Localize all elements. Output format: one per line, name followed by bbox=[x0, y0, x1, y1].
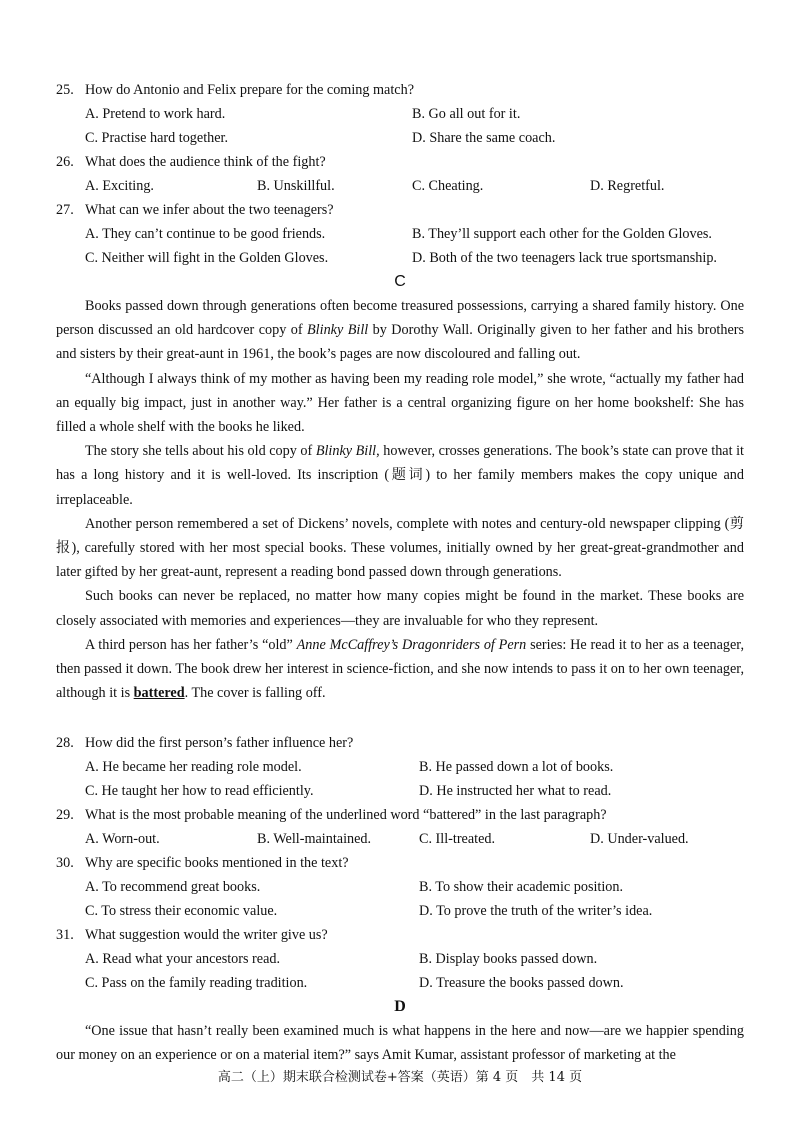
options-row bbox=[56, 779, 744, 803]
options-row bbox=[56, 755, 744, 779]
paragraph: Such books can never be replaced, no matter how many copies might be found in the market. These books are closely associated with memories and experiences—they are invaluable for who they represent. bbox=[56, 588, 744, 629]
option-a: A. He became her reading role model. bbox=[85, 759, 302, 775]
option-a: A. Exciting. bbox=[85, 178, 154, 194]
paragraph: The story she tells about his old copy of Blinky Bill, however, crosses generations. The book’s state can prove that it has a long history and it is well-loved. Its inscription (题词) to her family members makes the copy unique and irreplaceable. bbox=[56, 443, 744, 508]
passage-d bbox=[56, 1019, 744, 1067]
options-row bbox=[56, 102, 744, 126]
option-d: D. Treasure the books passed down. bbox=[419, 975, 624, 991]
options-row bbox=[56, 222, 744, 246]
option-a: A. Worn-out. bbox=[85, 831, 160, 847]
question-31 bbox=[56, 923, 744, 947]
question-27 bbox=[56, 198, 744, 222]
passage-c bbox=[56, 294, 744, 705]
option-d: D. Both of the two teenagers lack true sportsmanship. bbox=[412, 250, 717, 266]
option-c: C. To stress their economic value. bbox=[85, 903, 278, 919]
question-number: 28. bbox=[56, 735, 74, 751]
question-number: 29. bbox=[56, 807, 74, 823]
question-text: How did the first person’s father influence her? bbox=[85, 735, 354, 751]
question-number: 30. bbox=[56, 855, 74, 871]
option-d: D. Share the same coach. bbox=[412, 130, 556, 146]
question-text: What suggestion would the writer give us? bbox=[85, 927, 328, 943]
question-number: 27. bbox=[56, 202, 74, 218]
book-title: Blinky Bill bbox=[315, 443, 377, 460]
options-row bbox=[56, 246, 744, 270]
question-text: Why are specific books mentioned in the text? bbox=[85, 855, 349, 871]
section-heading-d: D bbox=[394, 998, 406, 1015]
option-b: B. He passed down a lot of books. bbox=[419, 759, 614, 775]
question-text: How do Antonio and Felix prepare for the coming match? bbox=[85, 82, 414, 98]
question-text: What does the audience think of the fight? bbox=[85, 154, 326, 170]
section-heading-c: C bbox=[394, 273, 406, 290]
question-29 bbox=[56, 803, 744, 827]
paragraph: Another person remembered a set of Dickens’ novels, complete with notes and century-old newspaper clipping (剪报), carefully stored with her most special books. These volumes, initially owned by her great-great-grandmother and later gifted by her great-aunt, represent a reading bond passed down through generations. bbox=[56, 515, 744, 581]
underlined-word: battered bbox=[133, 685, 185, 702]
option-d: D. Under-valued. bbox=[590, 831, 689, 847]
option-c: C. Cheating. bbox=[412, 178, 484, 194]
option-b: B. Display books passed down. bbox=[419, 951, 598, 967]
option-d: D. Regretful. bbox=[590, 178, 665, 194]
option-b: B. Go all out for it. bbox=[412, 106, 521, 122]
option-b: B. They’ll support each other for the Golden Gloves. bbox=[412, 226, 712, 242]
question-number: 25. bbox=[56, 82, 74, 98]
option-d: D. He instructed her what to read. bbox=[419, 783, 612, 799]
paragraph: “Although I always think of my mother as having been my reading role model,” she wrote, “actually my father had an equally big impact, just in another way.” Her father is a central organizing figure on her home bookshelf: She has filled a whole shelf with the books he liked. bbox=[56, 370, 744, 436]
options-row bbox=[56, 174, 744, 198]
option-c: C. Ill-treated. bbox=[419, 831, 496, 847]
options-row bbox=[56, 875, 744, 899]
option-b: B. Well-maintained. bbox=[257, 831, 372, 847]
option-a: A. To recommend great books. bbox=[85, 879, 261, 895]
options-row bbox=[56, 971, 744, 995]
book-title: Blinky Bill bbox=[307, 322, 369, 339]
option-c: C. Pass on the family reading tradition. bbox=[85, 975, 308, 991]
option-c: C. Neither will fight in the Golden Gloves. bbox=[85, 250, 329, 266]
option-a: A. Pretend to work hard. bbox=[85, 106, 226, 122]
question-number: 31. bbox=[56, 927, 74, 943]
options-row bbox=[56, 899, 744, 923]
question-text: What can we infer about the two teenagers? bbox=[85, 202, 334, 218]
paragraph: Books passed down through generations often become treasured possessions, carrying a shared family history. One person discussed an old hardcover copy of Blinky Bill by Dorothy Wall. Originally given to her father and his brothers and sisters by their great-aunt in 1961, the book’s pages are now discoloured and falling out. bbox=[56, 298, 744, 363]
options-row bbox=[56, 947, 744, 971]
question-30 bbox=[56, 851, 744, 875]
question-number: 26. bbox=[56, 154, 74, 170]
option-c: C. Practise hard together. bbox=[85, 130, 229, 146]
question-28 bbox=[56, 731, 744, 755]
question-text: What is the most probable meaning of the underlined word “battered” in the last paragraph? bbox=[85, 807, 607, 823]
paragraph: A third person has her father’s “old” Anne McCaffrey’s Dragonriders of Pern series: He read it to her as a teenager, then passed it down. The book drew her interest in science-fiction, and she now intends to pass it on to her own teenager, although it is battered. The cover is falling off. bbox=[56, 636, 744, 702]
option-a: A. They can’t continue to be good friends. bbox=[85, 226, 326, 242]
options-row bbox=[56, 827, 744, 851]
book-title: Anne McCaffrey’s Dragonriders of Pern bbox=[296, 636, 527, 653]
option-b: B. Unskillful. bbox=[257, 178, 335, 194]
page-footer: 高二（上）期末联合检测试卷+答案（英语）第 4 页 共 14 页 bbox=[217, 1070, 583, 1085]
option-c: C. He taught her how to read efficiently. bbox=[85, 783, 314, 799]
paragraph: “One issue that hasn’t really been examined much is what happens in the here and now—are we happier spending our money on an experience or on a material item?” says Amit Kumar, assistant professor of marketing at the bbox=[56, 1023, 744, 1064]
question-26 bbox=[56, 150, 744, 174]
options-row bbox=[56, 126, 744, 150]
option-a: A. Read what your ancestors read. bbox=[85, 951, 281, 967]
option-d: D. To prove the truth of the writer’s idea. bbox=[419, 903, 653, 919]
question-25 bbox=[56, 78, 744, 102]
option-b: B. To show their academic position. bbox=[419, 879, 624, 895]
